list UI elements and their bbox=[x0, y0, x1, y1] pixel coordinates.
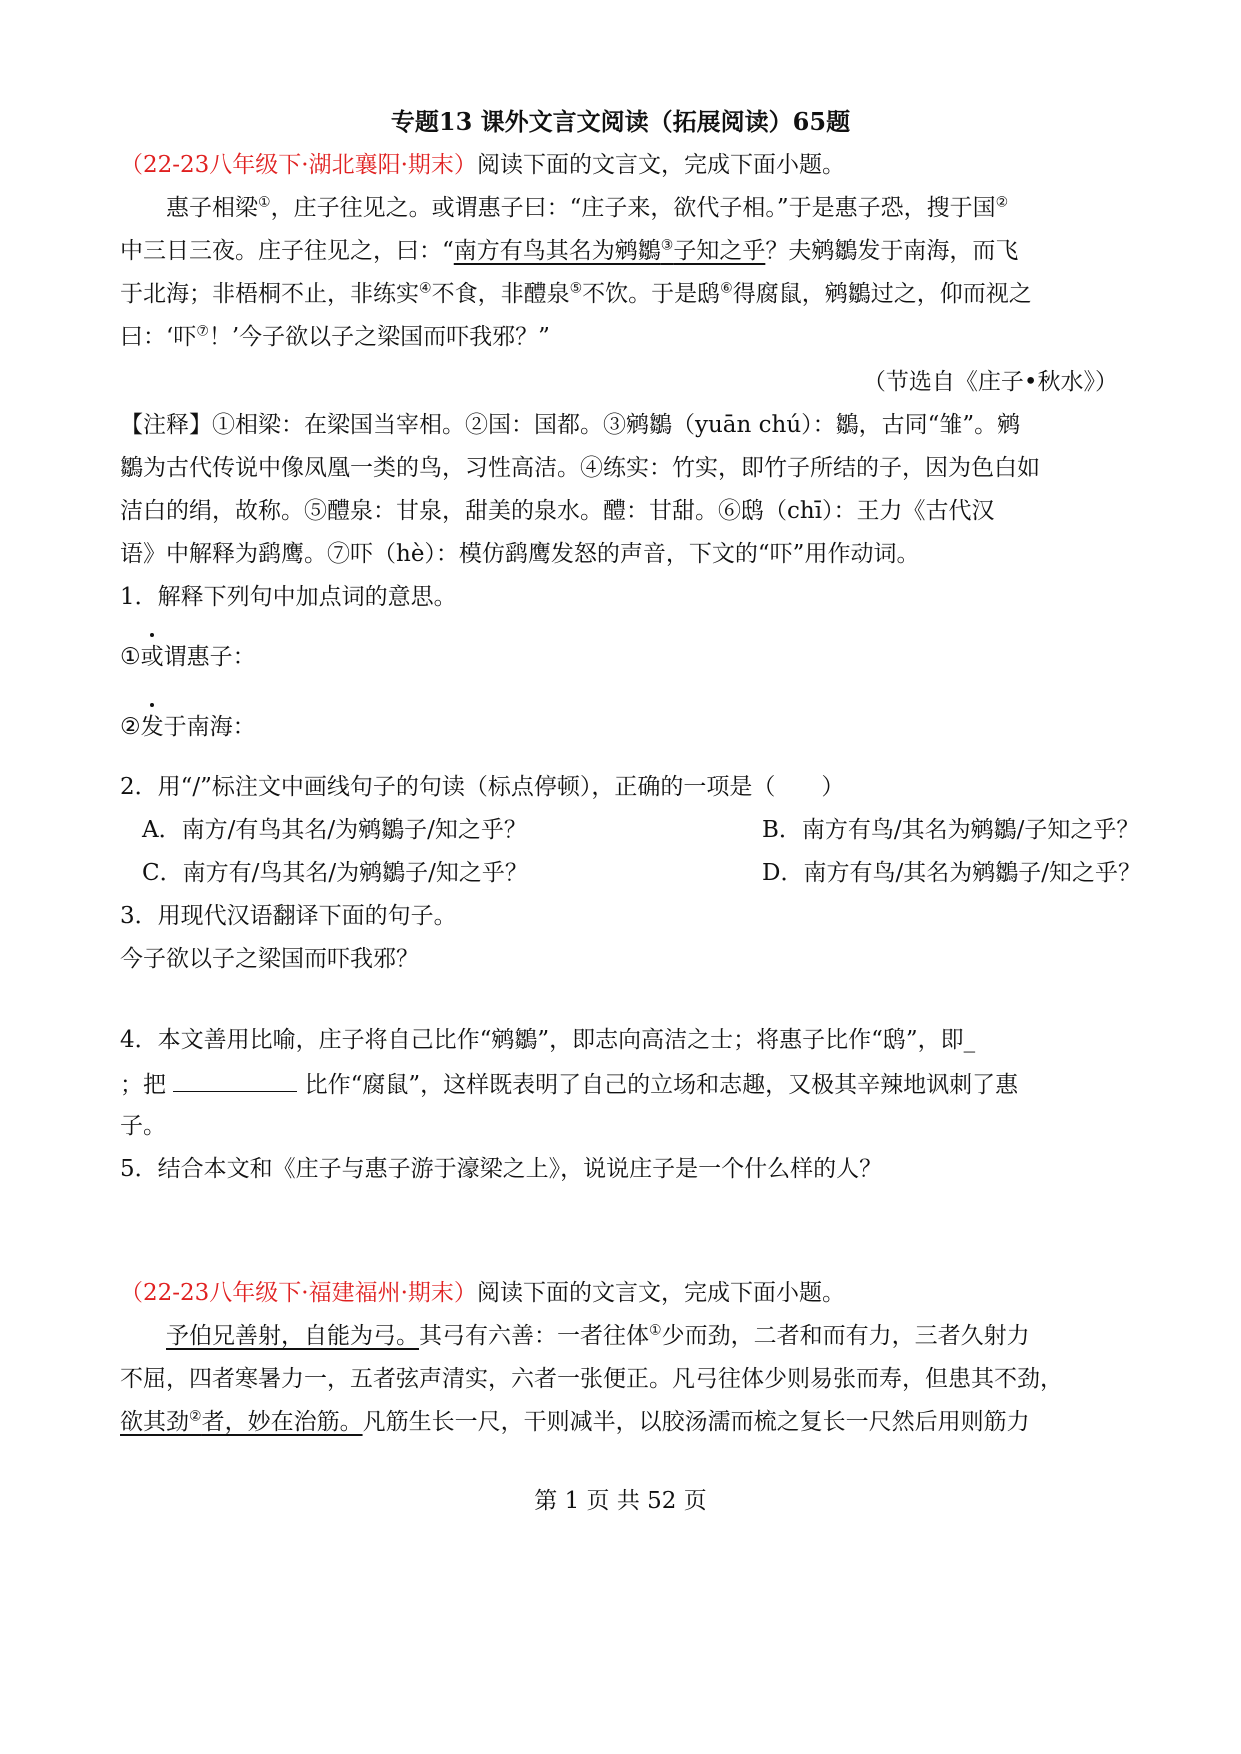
question-1b bbox=[120, 711, 1130, 743]
answer-blank[interactable] bbox=[173, 1067, 297, 1092]
question-4-line2 bbox=[120, 1067, 1130, 1101]
section1-source: （22-23八年级下·湖北襄阳·期末） bbox=[120, 152, 477, 178]
question-1: 1．解释下列句中加点词的意思。 bbox=[120, 584, 457, 610]
dotted-word: 发 bbox=[141, 711, 164, 743]
text: 不饮。于是鸱 bbox=[582, 281, 721, 307]
option-d: D．南方有鸟/其名为鹓鶵子/知之乎？ bbox=[762, 860, 1141, 886]
text: 中三日三夜。庄子往见之，曰：“ bbox=[120, 238, 454, 264]
question-2-options-row2 bbox=[142, 857, 1152, 889]
footnote-mark: ③ bbox=[660, 237, 674, 254]
section2-header bbox=[120, 1277, 1130, 1309]
passage1-line4 bbox=[120, 321, 1130, 353]
text: 凡筋生长一尺，干则减半，以胶汤濡而梳之复长一尺然后用则筋力 bbox=[362, 1409, 1030, 1435]
question-1a bbox=[120, 641, 1130, 673]
text: 谓惠子： bbox=[163, 644, 256, 670]
passage2-line1 bbox=[166, 1320, 1176, 1352]
question-5: 5．结合本文和《庄子与惠子游于濠梁之上》，说说庄子是一个什么样的人？ bbox=[120, 1156, 883, 1182]
section1-intro: 阅读下面的文言文，完成下面小题。 bbox=[476, 152, 845, 178]
section2-intro: 阅读下面的文言文，完成下面小题。 bbox=[476, 1280, 845, 1306]
passage2-line3 bbox=[120, 1406, 1130, 1438]
section2-source: （22-23八年级下·福建福州·期末） bbox=[120, 1280, 477, 1306]
text: 曰：‘吓 bbox=[120, 324, 197, 350]
document-title: 专题13 课外文言文阅读（拓展阅读）65题 bbox=[390, 107, 851, 136]
question-3: 3．用现代汉语翻译下面的句子。 bbox=[120, 903, 457, 929]
text: 子知之乎 bbox=[673, 238, 766, 264]
passage2-line2: 不屈，四者寒暑力一，五者弦声清实，六者一张便正。凡弓往体少则易张而寿，但患其不劲， bbox=[120, 1366, 1063, 1392]
text: 南方有鸟其名为鹓鶵 bbox=[453, 238, 661, 264]
text: 不食，非醴泉 bbox=[431, 281, 570, 307]
footnote-mark: ② bbox=[189, 1408, 202, 1425]
footnote-mark: ① bbox=[258, 194, 271, 211]
question-4-line1: 4．本文善用比喻，庄子将自己比作“鹓鶵”，即志向高洁之士；将惠子比作“鸱”，即_ bbox=[120, 1027, 976, 1053]
text: ；把 bbox=[120, 1072, 174, 1098]
notes-line1: 【注释】①相梁：在梁国当宰相。②国：国都。③鹓鶵（yuān chú）：鶵，古同“雏”。鹓 bbox=[120, 412, 1021, 438]
text: 于南海： bbox=[163, 714, 256, 740]
footnote-mark: ④ bbox=[419, 280, 432, 297]
text: 欲其劲 bbox=[120, 1409, 189, 1435]
footnote-mark: ② bbox=[995, 194, 1009, 211]
footnote-mark: ⑦ bbox=[196, 323, 209, 340]
option-a: A．南方/有鸟其名/为鹓鶵子/知之乎？ bbox=[142, 817, 527, 843]
option-b: B．南方有鸟/其名为鹓鶵/子知之乎？ bbox=[762, 817, 1140, 843]
text: ，庄子往见之。或谓惠子曰：“庄子来，欲代子相。”于是惠子恐，搜于国 bbox=[270, 195, 996, 221]
question-3-sentence: 今子欲以子之梁国而吓我邪？ bbox=[120, 946, 419, 972]
text: ！’今子欲以子之梁国而吓我邪？” bbox=[208, 324, 550, 350]
option-c: C．南方有/鸟其名/为鹓鶵子/知之乎？ bbox=[142, 860, 528, 886]
text: 其弓有六善：一者往体 bbox=[419, 1323, 649, 1349]
footnote-mark: ① bbox=[649, 1322, 662, 1339]
notes-line4: 语》中解释为鹞鹰。⑦吓（hè）：模仿鹞鹰发怒的声音，下文的“吓”用作动词。 bbox=[120, 541, 920, 567]
notes-line3: 洁白的绢，故称。⑤醴泉：甘泉，甜美的泉水。醴：甘甜。⑥鸱（chī）：王力《古代汉 bbox=[120, 498, 995, 524]
passage1-source: （节选自《庄子•秋水》） bbox=[862, 369, 1118, 395]
notes-line2: 鶵为古代传说中像凤凰一类的鸟，习性高洁。④练实：竹实，即竹子所结的子，因为色白如 bbox=[120, 455, 1040, 481]
question-2: 2．用“/”标注文中画线句子的句读（标点停顿），正确的一项是（ ） bbox=[120, 774, 845, 800]
text: ① bbox=[120, 644, 141, 670]
passage1-line2 bbox=[120, 235, 1130, 267]
text: ？夫鹓鶵发于南海，而飞 bbox=[765, 238, 1019, 264]
text: 惠子相梁 bbox=[166, 195, 258, 221]
page-footer: 第 1 页 共 52 页 bbox=[534, 1488, 707, 1514]
dotted-word: 或 bbox=[141, 641, 164, 673]
section1-header bbox=[120, 149, 1130, 181]
underlined-sentence: 予伯兄善射，自能为弓。 bbox=[166, 1323, 419, 1349]
text: 少而劲，二者和而有力，三者久射力 bbox=[661, 1323, 1030, 1349]
question-2-options-row1 bbox=[142, 814, 1152, 846]
text: ② bbox=[120, 714, 141, 740]
underlined-sentence bbox=[120, 1409, 363, 1435]
text: 得腐鼠，鹓鶵过之，仰而视之 bbox=[732, 281, 1032, 307]
underlined-sentence bbox=[454, 238, 766, 264]
text: 者，妙在治筋。 bbox=[201, 1409, 363, 1435]
question-4-line3: 子。 bbox=[120, 1113, 166, 1139]
text: 于北海；非梧桐不止，非练实 bbox=[120, 281, 419, 307]
footnote-mark: ⑥ bbox=[720, 280, 733, 297]
passage1-line3 bbox=[120, 278, 1130, 310]
text: 比作“腐鼠”，这样既表明了自己的立场和志趣，又极其辛辣地讽刺了惠 bbox=[297, 1072, 1019, 1098]
passage1-line1 bbox=[166, 192, 1176, 224]
footnote-mark: ⑤ bbox=[569, 280, 583, 297]
